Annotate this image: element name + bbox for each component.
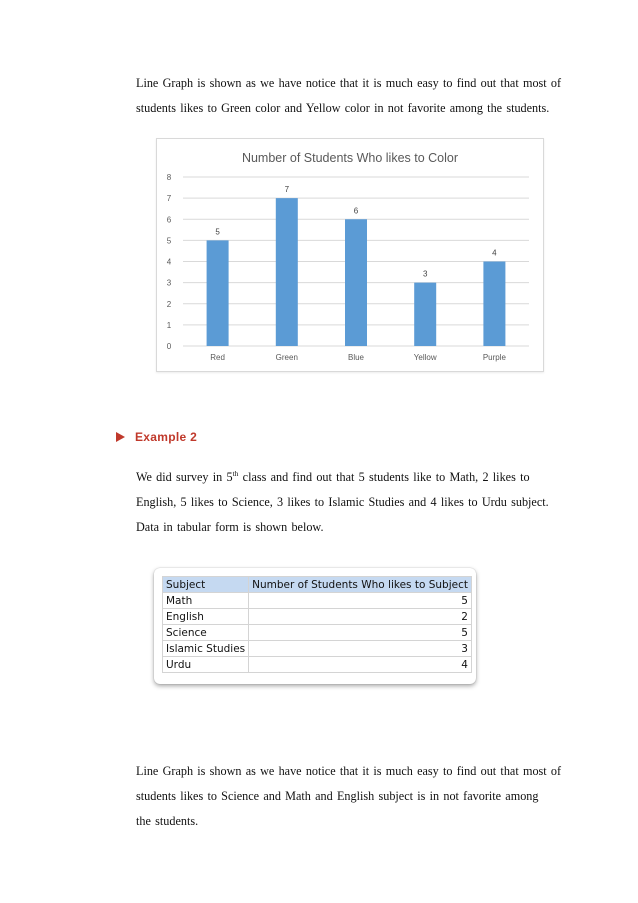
- bar-chart-svg: [157, 139, 543, 371]
- table-header-row: [163, 577, 472, 593]
- chart-x-tick-label: Blue: [347, 353, 365, 362]
- intro-line-1: Line Graph is shown as we have notice that it is much easy to find out that most of: [136, 76, 562, 90]
- chart-y-tick-label: 1: [166, 320, 172, 330]
- intro-line-2: students likes to Green color and Yellow color in not favorite among the students.: [136, 101, 550, 115]
- chart-y-tick-label: 0: [166, 342, 172, 351]
- chart-bars: [207, 198, 506, 346]
- chart-x-ticks: [210, 353, 506, 362]
- example-line-1-end: class and find out that 5 students like to Math, 2 likes to: [238, 470, 530, 484]
- subject-table: [162, 576, 472, 673]
- chart-x-tick-label: Red: [210, 353, 225, 362]
- table-header-subject: Subject: [163, 577, 249, 593]
- chart-bar: [276, 198, 298, 346]
- subject-table-card: [154, 568, 476, 684]
- example-line-1-start: We did survey in 5: [136, 470, 233, 484]
- chart-data-label: 6: [353, 206, 359, 216]
- chart-bar: [345, 219, 367, 346]
- table-cell-subject: English: [163, 609, 249, 625]
- table-cell-subject: Math: [163, 593, 249, 609]
- arrow-bullet-icon: [116, 432, 125, 442]
- table-cell-count: 3: [249, 641, 472, 657]
- chart-bar: [414, 283, 436, 346]
- chart-x-tick-label: Green: [275, 353, 298, 362]
- example-heading-text: Example 2: [135, 430, 198, 444]
- example-paragraph: [136, 461, 576, 540]
- table-cell-count: 2: [249, 609, 472, 625]
- chart-bar: [207, 240, 229, 346]
- table-cell-subject: Science: [163, 625, 249, 641]
- bar-chart: [156, 138, 544, 372]
- table-row: [163, 609, 472, 625]
- chart-y-tick-label: 6: [166, 215, 172, 225]
- chart-y-tick-label: 8: [166, 173, 172, 182]
- example-line-3: Data in tabular form is shown below.: [136, 520, 324, 534]
- table-row: [163, 641, 472, 657]
- chart-data-label: 3: [422, 269, 428, 279]
- chart-y-ticks: [167, 173, 172, 351]
- example-line-1: [136, 461, 576, 490]
- chart-data-label: 5: [215, 227, 220, 237]
- example-heading: [116, 430, 197, 444]
- chart-y-tick-label: 5: [166, 236, 172, 246]
- table-cell-count: 5: [249, 625, 472, 641]
- table-cell-count: 4: [249, 657, 472, 673]
- closing-line-2: students likes to Science and Math and English subject is in not favorite among: [136, 789, 539, 803]
- closing-paragraph: [136, 759, 576, 834]
- chart-y-tick-label: 7: [166, 194, 172, 204]
- chart-title: Number of Students Who likes to Color: [241, 151, 459, 165]
- chart-y-tick-label: 3: [166, 278, 172, 288]
- chart-x-tick-label: Yellow: [413, 353, 437, 362]
- table-row: [163, 625, 472, 641]
- example-line-2: English, 5 likes to Science, 3 likes to Islamic Studies and 4 likes to Urdu subject.: [136, 495, 549, 509]
- table-cell-subject: Urdu: [163, 657, 249, 673]
- chart-x-tick-label: Purple: [482, 353, 506, 362]
- table-row: [163, 657, 472, 673]
- chart-y-tick-label: 2: [166, 299, 172, 309]
- closing-line-3: the students.: [136, 814, 199, 828]
- chart-data-label: 4: [492, 248, 497, 258]
- table-cell-subject: Islamic Studies: [163, 641, 249, 657]
- table-row: [163, 593, 472, 609]
- chart-data-label: 7: [284, 185, 290, 195]
- table-header-count: Number of Students Who likes to Subject: [249, 577, 472, 593]
- chart-y-tick-label: 4: [166, 257, 172, 267]
- table-cell-count: 5: [249, 593, 472, 609]
- chart-bar: [483, 262, 505, 347]
- ordinal-suffix: th: [232, 469, 239, 478]
- intro-paragraph: [136, 71, 576, 121]
- closing-line-1: Line Graph is shown as we have notice that it is much easy to find out that most of: [136, 764, 562, 778]
